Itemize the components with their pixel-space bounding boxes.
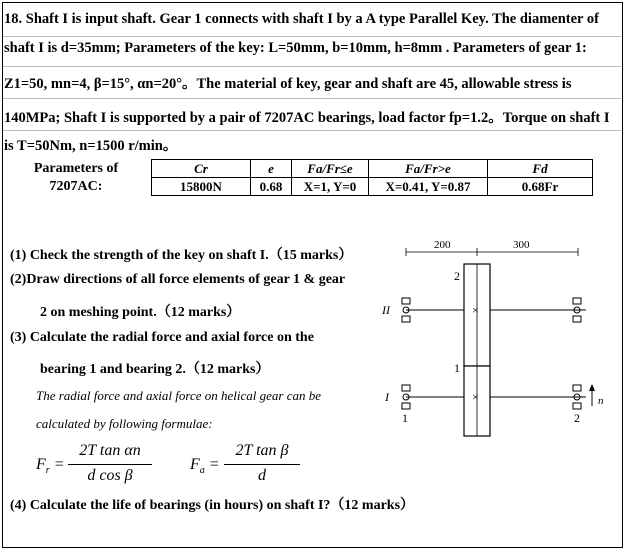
intro-line-3: Z1=50, mn=4, β=15°, αn=20°。The material of key, gear and shaft are 45, allowable stress is (4, 76, 572, 92)
formula-fa-lhs: $F_a$ = (190, 456, 220, 477)
dimension-right: 300 (513, 239, 530, 251)
formula-fr-lhs: $F_r$ = (36, 456, 65, 477)
value-fd: 0.68Fr (488, 178, 593, 196)
formula-fa-numerator: 2T tan β (235, 442, 289, 459)
gear-1-label: 1 (454, 361, 460, 375)
formula-fa-bar (224, 464, 300, 465)
divider (3, 98, 621, 99)
intro-line-2: shaft I is d=35mm; Parameters of the key: L=50mm, b=10mm, h=8mm . Parameters of gear 1: (4, 40, 587, 56)
shaft-i-label: I (385, 390, 389, 404)
header-e: e (251, 160, 292, 178)
shaft-diagram (360, 234, 622, 446)
header-cr: Cr (152, 160, 251, 178)
bearing-params-label-1: Parameters of (33, 161, 119, 176)
formula-note-line-1: The radial force and axial force on helical gear can be (36, 388, 321, 403)
divider (3, 130, 621, 131)
formula-note-line-2: calculated by following formulae: (36, 416, 213, 431)
intro-line-1: 18. Shaft I is input shaft. Gear 1 connects with shaft I by a A type Parallel Key. The diamenter of (4, 11, 599, 27)
speed-label: n (598, 395, 604, 407)
header-fd: Fd (488, 160, 593, 178)
question-2-line-1: (2)Draw directions of all force elements of gear 1 & gear (10, 272, 346, 287)
mesh-mark-top: × (472, 303, 479, 317)
dimension-left: 200 (434, 239, 451, 251)
question-1: (1) Check the strength of the key on shaft I.（15 marks） (10, 248, 353, 263)
shaft-ii-label: II (382, 303, 390, 317)
question-3-line-2: bearing 1 and bearing 2.（12 marks） (40, 362, 270, 377)
formula-fr-numerator: 2T tan αn (79, 442, 141, 459)
divider (3, 36, 621, 37)
formula-fr-bar (68, 464, 152, 465)
value-e: 0.68 (251, 178, 292, 196)
value-cr: 15800N (152, 178, 251, 196)
intro-line-5: is T=50Nm, n=1500 r/min。 (4, 138, 178, 154)
question-2-line-2: 2 on meshing point.（12 marks） (40, 305, 241, 320)
bearing-2-label: 2 (574, 411, 580, 425)
mesh-mark-bottom: × (472, 390, 479, 404)
formula-fa-denominator: d (258, 467, 266, 484)
value-ratio-gt: X=0.41, Y=0.87 (369, 178, 488, 196)
bearing-params-label-2: 7207AC: (49, 179, 103, 194)
bearing-params-table (151, 159, 593, 196)
header-ratio-gt: Fa/Fr>e (369, 160, 488, 178)
divider (3, 66, 621, 67)
header-ratio-le: Fa/Fr≤e (292, 160, 369, 178)
question-4: (4) Calculate the life of bearings (in hours) on shaft I?（12 marks） (10, 498, 415, 513)
bearing-1-label: 1 (402, 411, 408, 425)
gear-2-label: 2 (454, 269, 460, 283)
value-ratio-le: X=1, Y=0 (292, 178, 369, 196)
intro-line-4: 140MPa; Shaft I is supported by a pair of 7207AC bearings, load factor fp=1.2。Torque on shaft I (4, 110, 610, 126)
question-3-line-1: (3) Calculate the radial force and axial force on the (10, 330, 314, 345)
formula-fr-denominator: d cos β (87, 467, 133, 484)
